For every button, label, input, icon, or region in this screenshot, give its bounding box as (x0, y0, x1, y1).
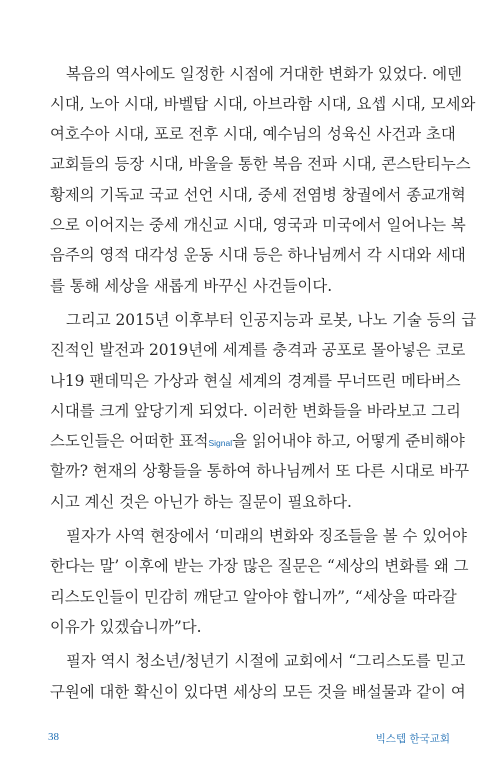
paragraph-3-line-4: 이유가 있겠습니까”다. (50, 618, 202, 636)
paragraph-2-line-1: 그리고 2015년 이후부터 인공지능과 로봇, 나노 기술 등의 급 (66, 311, 477, 329)
paragraph-2-line-6: 할까? 현재의 상황들을 통하여 하나님께서 또 다른 시대로 바꾸 (50, 462, 470, 480)
paragraph-2-line-7: 시고 계신 것은 아닌가 하는 질문이 필요하다. (50, 493, 352, 511)
paragraph-1-line-5: 황제의 기독교 국교 선언 시대, 중세 전염병 창궐에서 종교개혁 (50, 186, 466, 204)
signal-annotation: Signal (208, 438, 233, 448)
paragraph-2-line-5-after: 을 읽어내야 하고, 어떻게 준비해야 (232, 432, 465, 450)
paragraph-2-line-5 (50, 431, 465, 453)
paragraph-3-line-3: 리스도인들이 민감히 깨닫고 알아야 합니까”, “세상을 따라갈 (50, 588, 457, 606)
paragraph-1-line-4: 교회들의 등장 시대, 바울을 통한 복음 전파 시대, 콘스탄티누스 (50, 155, 471, 173)
paragraph-3-line-2: 한다는 말’ 이후에 받는 가장 많은 질문은 “세상의 변화를 왜 그 (50, 557, 469, 575)
paragraph-4-line-2: 구원에 대한 확신이 있다면 세상의 모든 것을 배설물과 같이 여 (50, 683, 466, 701)
paragraph-1-line-2: 시대, 노아 시대, 바벨탑 시대, 아브라함 시대, 요셉 시대, 모세와 (50, 95, 476, 113)
paragraph-1-line-6: 으로 이어지는 중세 개신교 시대, 영국과 미국에서 일어나는 복 (50, 216, 466, 234)
book-title: 빅스텝 한국교회 (375, 733, 450, 745)
paragraph-2-line-2: 진적인 발전과 2019년에 세계를 충격과 공포로 몰아넣은 코로 (50, 341, 466, 359)
paragraph-2-line-5-before: 스도인들은 어떠한 표적 (50, 432, 209, 450)
paragraph-4-line-1: 필자 역시 청소년/청년기 시절에 교회에서 “그리스도를 믿고 (66, 652, 466, 670)
paragraph-1-line-8: 를 통해 세상을 새롭게 바꾸신 사건들이다. (50, 277, 333, 295)
page-number: 38 (48, 731, 59, 743)
paragraph-2-line-3: 나19 팬데믹은 가상과 현실 세계의 경계를 무너뜨린 메타버스 (50, 372, 461, 390)
paragraph-1-line-3: 여호수아 시대, 포로 전후 시대, 예수님의 성육신 사건과 초대 (50, 125, 456, 143)
paragraph-2-line-4: 시대를 크게 앞당기게 되었다. 이러한 변화들을 바라보고 그리 (50, 402, 461, 420)
paragraph-3-line-1: 필자가 사역 현장에서 ‘미래의 변화와 징조들을 볼 수 있어야 (66, 527, 467, 545)
paragraph-1-line-7: 음주의 영적 대각성 운동 시대 등은 하나님께서 각 시대와 세대 (50, 246, 466, 264)
paragraph-1-line-1: 복음의 역사에도 일정한 시점에 거대한 변화가 있었다. 에덴 (66, 65, 462, 83)
